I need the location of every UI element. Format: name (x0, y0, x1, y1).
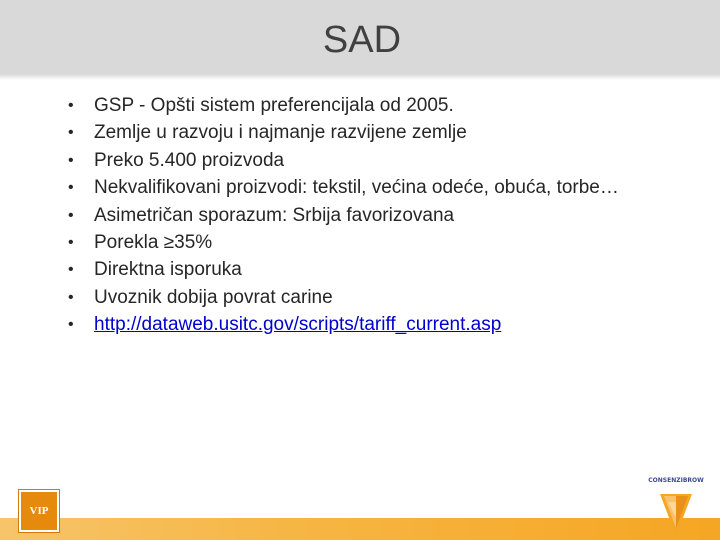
tariff-link[interactable]: http://dataweb.usitc.gov/scripts/tariff_current.asp (94, 314, 502, 336)
bullet-item (64, 92, 644, 119)
bullet-text: Preko 5.400 proizvoda (94, 149, 285, 171)
bullet-item (64, 202, 644, 229)
bullet-list (64, 92, 644, 339)
bullet-text: GSP - Opšti sistem preferencijala od 2005. (94, 95, 454, 116)
bullet-item (64, 119, 644, 146)
bullet-icon: • (68, 179, 74, 197)
bullet-item (64, 174, 644, 201)
partner-logo-text: CONSENZIBROW (648, 477, 704, 484)
bullet-icon: • (68, 97, 74, 114)
vip-logo: VIP (19, 490, 59, 532)
bullet-icon: • (68, 206, 74, 224)
bullet-text: Direktna isporuka (94, 259, 242, 281)
bullet-icon: • (68, 151, 74, 169)
bullet-icon: • (68, 261, 74, 279)
bullet-item (64, 284, 644, 311)
bullet-icon: • (68, 124, 74, 142)
partner-logo-icon (646, 462, 706, 538)
bullet-text: Asimetričan sporazum: Srbija favorizovana (94, 204, 455, 226)
bullet-item (64, 147, 644, 174)
bullet-text: Uvoznik dobija povrat carine (94, 286, 333, 308)
bullet-icon: • (68, 288, 74, 306)
bullet-text: Zemlje u razvoju i najmanje razvijene zemlje (94, 122, 467, 144)
bullet-item (64, 229, 644, 256)
footer-bar (0, 518, 720, 540)
bullet-item (64, 256, 644, 283)
bullet-text: Porekla ≥35% (94, 232, 213, 254)
bullet-text: Nekvalifikovani proizvodi: tekstil, većina odeće, obuća, torbe… (94, 177, 619, 199)
bullet-icon: • (68, 316, 74, 334)
slide-title: SAD (322, 18, 402, 61)
bullet-item (64, 311, 644, 338)
bullet-icon: • (68, 234, 74, 252)
